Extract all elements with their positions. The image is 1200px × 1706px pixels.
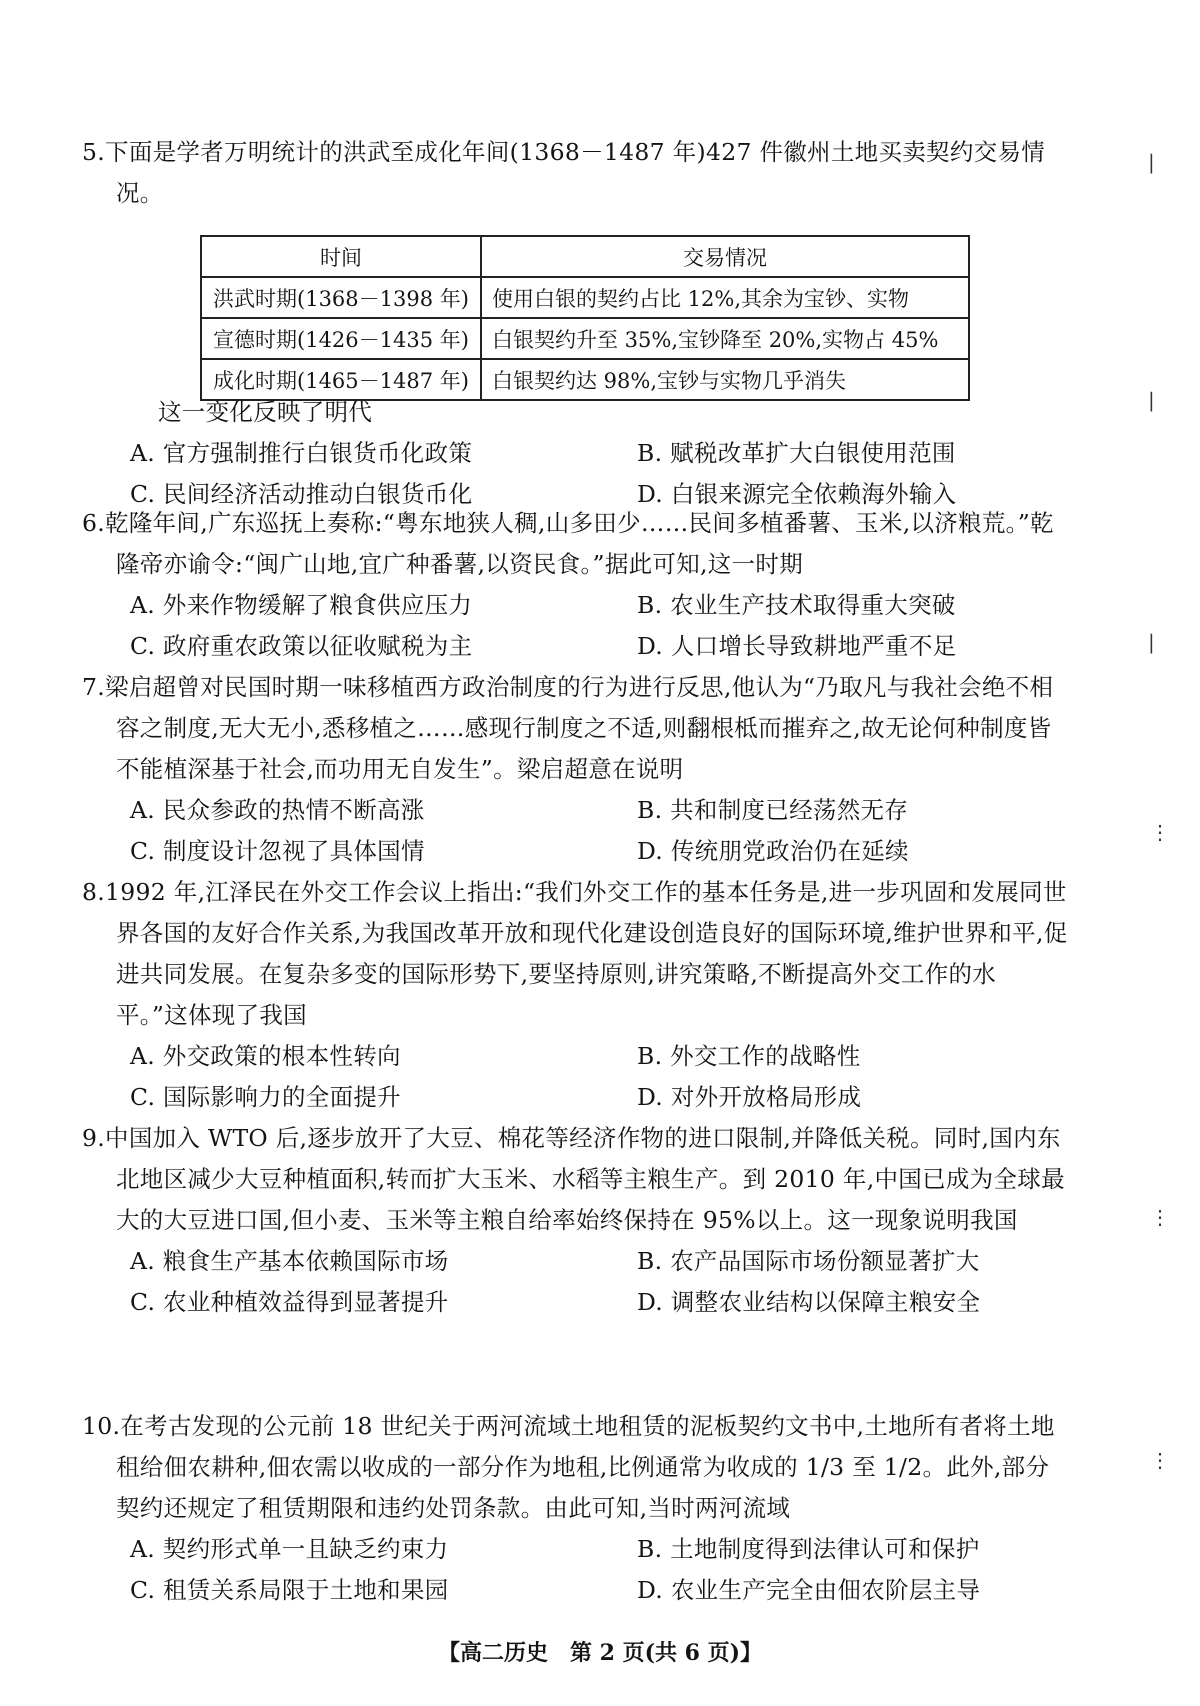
table-header: 交易情况 [481,236,969,277]
table-header-row [201,236,969,277]
question-9-text: 9.中国加入 WTO 后,逐步放开了大豆、棉花等经济作物的进口限制,并降低关税。同时,国内东北地区减少大豆种植面积,转而扩大玉米、水稻等主粮生产。到 2010 年,中国已成为全球最大的大豆进口国,但小麦、玉米等主粮自给率始终保持在 95%以上。这一现象说明我国 [82,1124,1065,1234]
question-5-options-block [82,392,1068,515]
option-d[interactable]: D. 调整农业结构以保障主粮安全 [637,1288,981,1316]
option-d[interactable]: D. 农业生产完全由佃农阶层主导 [637,1576,981,1604]
question-10-text: 10.在考古发现的公元前 18 世纪关于两河流域土地租赁的泥板契约文书中,土地所有者将土地租给佃农耕种,佃农需以收成的一部分作为地租,比例通常为收成的 1/3 至 1/2。此外,部分契约还规定了租赁期限和违约处罚条款。由此可知,当时两河流域 [82,1412,1055,1522]
option-c[interactable]: C. 国际影响力的全面提升 [130,1083,401,1111]
table-cell: 宣德时期(1426－1435 年) [201,318,481,359]
option-c[interactable]: C. 农业种植效益得到显著提升 [130,1288,449,1316]
question-5-text: 5.下面是学者万明统计的洪武至成化年间(1368－1487 年)427 件徽州土地买卖契约交易情况。 [82,138,1046,207]
binding-dots: ⋮ [1150,1448,1170,1472]
page-footer: 【高二历史 第 2 页(共 6 页)】 [437,1640,763,1666]
option-b[interactable]: B. 共和制度已经荡然无存 [637,796,909,824]
binding-mark: | [1148,388,1155,412]
binding-dots: ⋮ [1150,1205,1170,1229]
question-10-options [130,1529,1068,1611]
option-a[interactable]: A. 契约形式单一且缺乏约束力 [130,1535,449,1563]
option-c[interactable]: C. 政府重农政策以征收赋税为主 [130,632,473,660]
binding-mark: | [1148,630,1155,654]
table-cell: 白银契约升至 35%,宝钞降至 20%,实物占 45% [481,318,969,359]
question-7 [82,667,1068,872]
question-6 [82,503,1068,667]
question-5 [82,132,1068,214]
option-b[interactable]: B. 赋税改革扩大白银使用范围 [637,439,956,467]
option-a[interactable]: A. 外交政策的根本性转向 [130,1042,401,1070]
binding-dots: ⋮ [1150,820,1170,844]
binding-mark: | [1148,150,1155,174]
question-8 [82,872,1068,1118]
option-d[interactable]: D. 白银来源完全依赖海外输入 [637,480,957,508]
option-b[interactable]: B. 农产品国际市场份额显著扩大 [637,1247,980,1275]
question-9-options [130,1241,1068,1323]
question-7-options [130,790,1068,872]
table-cell: 洪武时期(1368－1398 年) [201,277,481,318]
option-d[interactable]: D. 人口增长导致耕地严重不足 [637,632,957,660]
question-5-stem: 这一变化反映了明代 [158,398,373,426]
question-8-text: 8.1992 年,江泽民在外交工作会议上指出:“我们外交工作的基本任务是,进一步巩固和发展同世界各国的友好合作关系,为我国改革开放和现代化建设创造良好的国际环境,维护世界和平,促进共同发展。在复杂多变的国际形势下,要坚持原则,讲究策略,不断提高外交工作的水平。”这体现了我国 [82,878,1068,1029]
question-7-text: 7.梁启超曾对民国时期一味移植西方政治制度的行为进行反思,他认为“乃取凡与我社会绝不相容之制度,无大无小,悉移植之……感现行制度之不适,则翻根柢而摧弃之,故无论何种制度皆不能植深基于社会,而功用无自发生”。梁启超意在说明 [82,673,1054,783]
question-8-options [130,1036,1068,1118]
option-c[interactable]: C. 租赁关系局限于土地和果园 [130,1576,449,1604]
question-6-options [130,585,1068,667]
table-row [201,318,969,359]
question-9 [82,1118,1068,1323]
option-a[interactable]: A. 外来作物缓解了粮食供应压力 [130,591,473,619]
table-header: 时间 [201,236,481,277]
option-b[interactable]: B. 外交工作的战略性 [637,1042,861,1070]
option-a[interactable]: A. 粮食生产基本依赖国际市场 [130,1247,449,1275]
question-6-text: 6.乾隆年间,广东巡抚上奏称:“粤东地狭人稠,山多田少……民间多植番薯、玉米,以济粮荒。”乾隆帝亦谕令:“闽广山地,宜广种番薯,以资民食。”据此可知,这一时期 [82,509,1054,578]
option-a[interactable]: A. 官方强制推行白银货币化政策 [130,439,473,467]
option-c[interactable]: C. 制度设计忽视了具体国情 [130,837,425,865]
option-d[interactable]: D. 对外开放格局形成 [637,1083,862,1111]
table-cell: 成化时期(1465－1487 年) [201,359,481,400]
table-cell: 白银契约达 98%,宝钞与实物几乎消失 [481,359,969,400]
option-d[interactable]: D. 传统朋党政治仍在延续 [637,837,909,865]
table-row [201,277,969,318]
option-b[interactable]: B. 农业生产技术取得重大突破 [637,591,956,619]
q5-trade-table [200,235,970,401]
option-a[interactable]: A. 民众参政的热情不断高涨 [130,796,425,824]
question-10 [82,1406,1068,1611]
table-cell: 使用白银的契约占比 12%,其余为宝钞、实物 [481,277,969,318]
option-c[interactable]: C. 民间经济活动推动白银货币化 [130,480,473,508]
option-b[interactable]: B. 土地制度得到法律认可和保护 [637,1535,980,1563]
